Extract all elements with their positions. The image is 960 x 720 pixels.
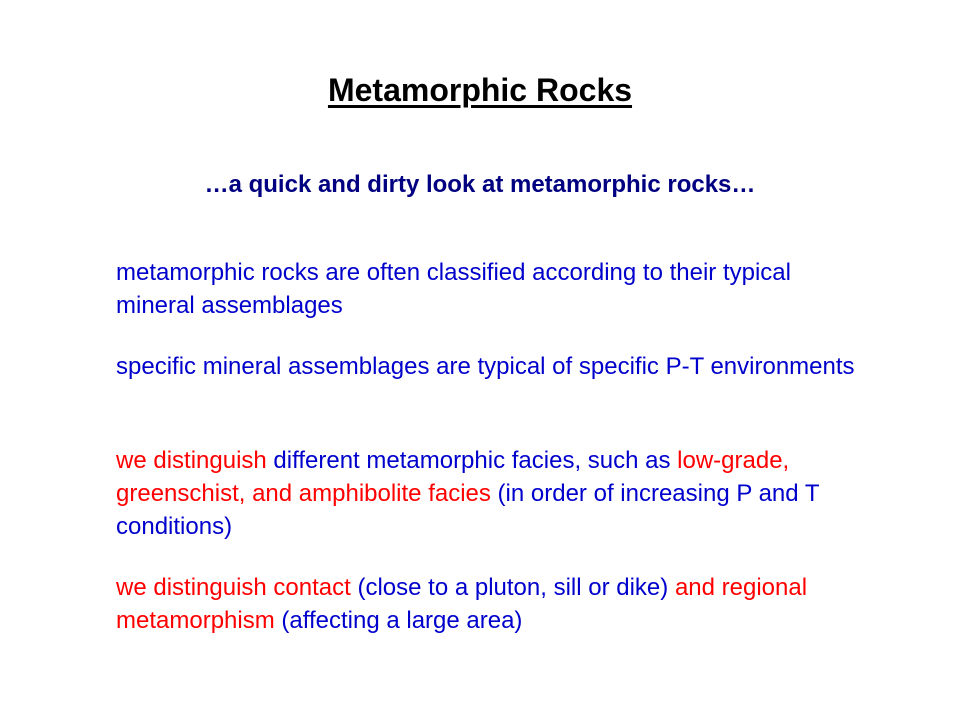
body-text: (in order of increasing P and T conditions) [116,480,820,540]
paragraph-assemblages [116,350,876,383]
paragraph-text: specific mineral assemblages are typical of specific P-T environments [116,353,855,380]
paragraph-contact-regional [116,571,876,637]
body-text: (affecting a large area) [274,607,523,634]
paragraph-facies [116,444,876,543]
body-text: (close to a pluton, sill or dike) [350,574,675,601]
highlight-text: we distinguish contact [116,574,351,601]
slide-title: Metamorphic Rocks [327,72,633,108]
slide-subtitle: …a quick and dirty look at metamorphic rocks… [204,171,756,198]
highlight-text: low-grade, greenschist, and amphibolite facies [116,447,790,507]
paragraph-classification [116,256,876,322]
highlight-text: we distinguish [116,447,267,474]
highlight-text: and regional metamorphism [116,574,808,634]
paragraph-text: metamorphic rocks are often classified according to their typical mineral assemblages [116,259,791,319]
body-text: different metamorphic facies, such as [266,447,678,474]
